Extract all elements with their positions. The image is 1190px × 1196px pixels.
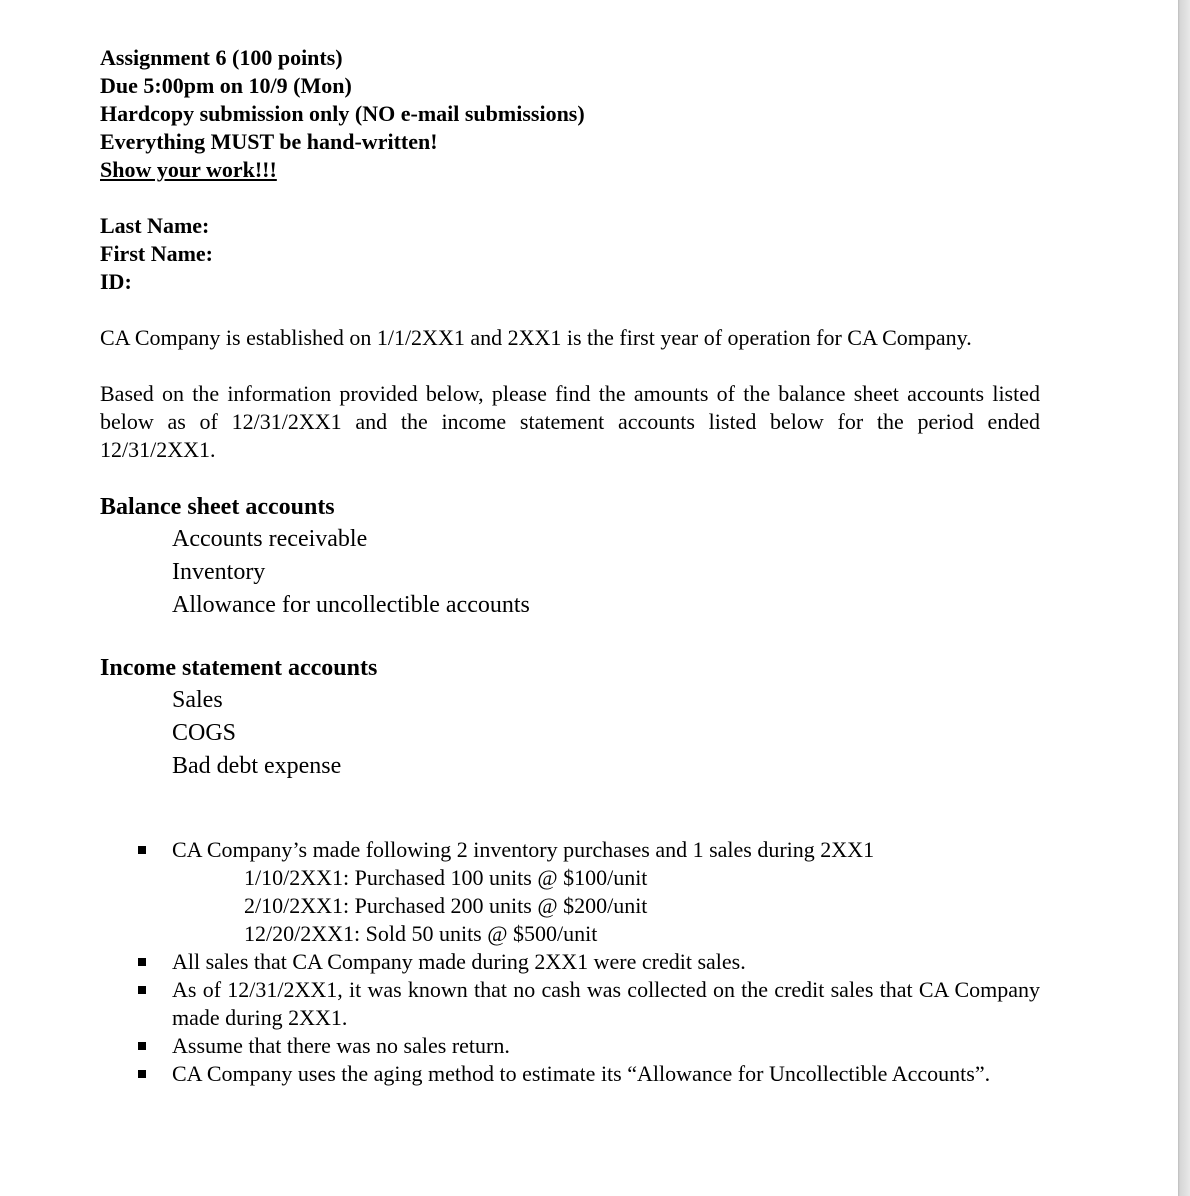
fact-credit-sales [100,948,1040,976]
fact-no-returns [100,1032,1040,1060]
fact-no-cash-collected-text: As of 12/31/2XX1, it was known that no cash was collected on the credit sales that CA Company made during 2XX1. [172,977,1040,1030]
show-work-note: Show your work!!! [100,157,277,182]
page-edge [1178,0,1190,1196]
square-bullet-icon [138,846,146,854]
square-bullet-icon [138,986,146,994]
account-allowance: Allowance for uncollectible accounts [172,592,530,618]
account-inventory: Inventory [172,559,266,585]
fact-purchases [100,836,1040,948]
account-bad-debt-expense: Bad debt expense [172,753,342,779]
income-statement-section [100,652,1040,783]
balance-sheet-title: Balance sheet accounts [100,494,335,520]
fact-no-returns-text: Assume that there was no sales return. [172,1033,510,1058]
transaction-line: 1/10/2XX1: Purchased 100 units @ $100/unit [244,865,648,890]
last-name-label: Last Name: [100,213,210,238]
fact-purchases-text: CA Company’s made following 2 inventory purchases and 1 sales during 2XX1 [172,837,875,862]
fact-aging-method-text: CA Company uses the aging method to estimate its “Allowance for Uncollectible Accounts”. [172,1061,991,1086]
facts-list [100,836,1040,1088]
balance-sheet-section [100,491,1040,622]
transaction-line: 2/10/2XX1: Purchased 200 units @ $200/unit [244,893,648,918]
income-statement-title: Income statement accounts [100,655,378,681]
assignment-title: Assignment 6 (100 points) [100,45,343,70]
account-cogs: COGS [172,720,237,746]
assignment-header [100,44,1040,184]
student-fields [100,212,1040,296]
handwritten-rule: Everything MUST be hand-written! [100,129,438,154]
transaction-line: 12/20/2XX1: Sold 50 units @ $500/unit [244,921,598,946]
document-page [100,44,1040,1088]
fact-aging-method [100,1060,1040,1088]
square-bullet-icon [138,1042,146,1050]
account-accounts-receivable: Accounts receivable [172,526,368,552]
submission-rule: Hardcopy submission only (NO e-mail submissions) [100,101,585,126]
instructions-paragraph: Based on the information provided below, please find the amounts of the balance sheet accounts listed below as of 12/31/2XX1 and the income statement accounts listed below for the period ended 12/31/2XX1. [100,381,1040,462]
fact-no-cash-collected [100,976,1040,1032]
id-label: ID: [100,269,132,294]
first-name-label: First Name: [100,241,214,266]
square-bullet-icon [138,1070,146,1078]
fact-credit-sales-text: All sales that CA Company made during 2XX1 were credit sales. [172,949,746,974]
square-bullet-icon [138,958,146,966]
intro-paragraph: CA Company is established on 1/1/2XX1 and 2XX1 is the first year of operation for CA Company. [100,325,972,350]
due-date: Due 5:00pm on 10/9 (Mon) [100,73,352,98]
account-sales: Sales [172,687,223,713]
